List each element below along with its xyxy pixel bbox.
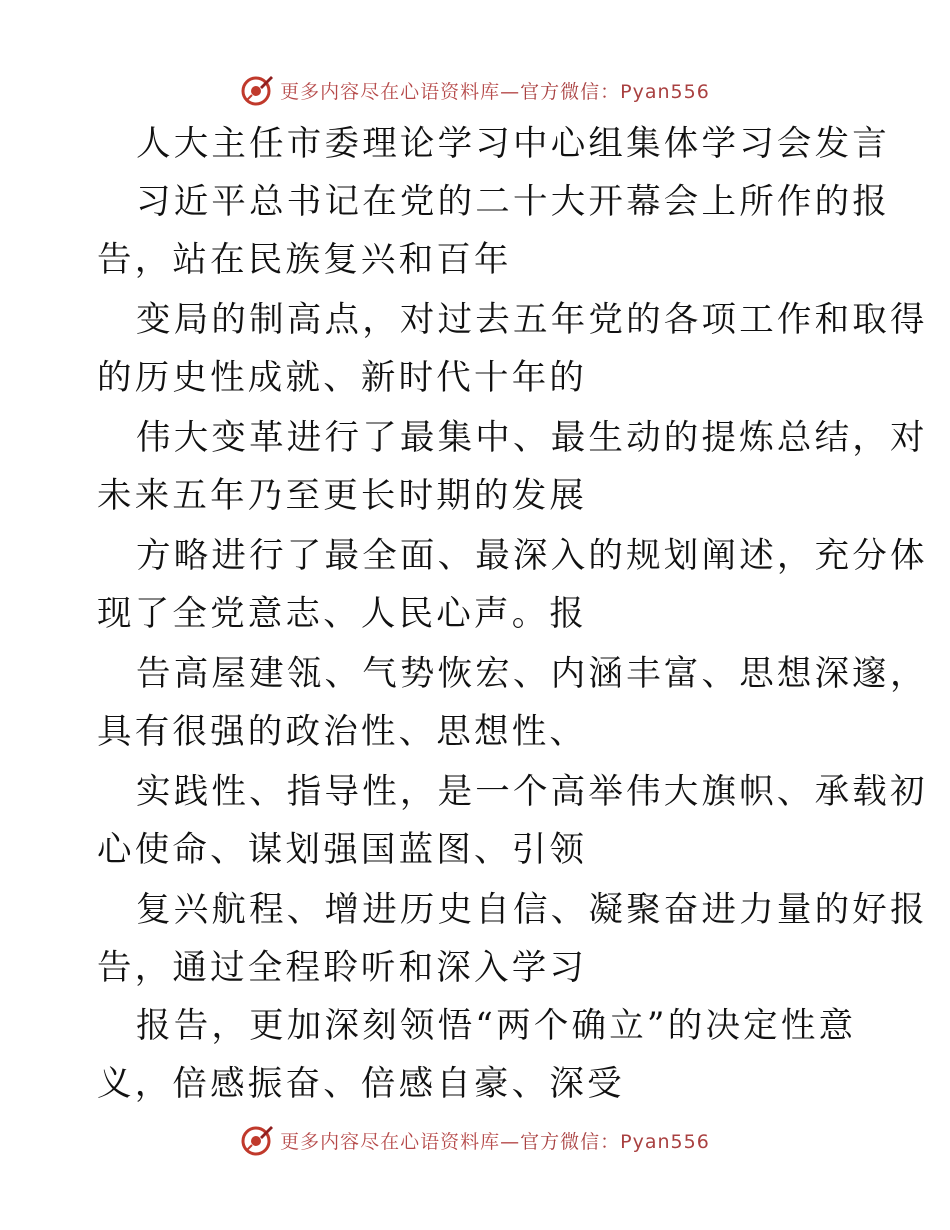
paragraph-line: 义，倍感振奋、倍感自豪、深受	[97, 1064, 625, 1104]
header-banner	[0, 68, 950, 112]
header-contact-text: 官方微信：Pyan556	[520, 80, 710, 103]
paragraph-line: 方略进行了最全面、最深入的规划阐述，充分体	[136, 536, 928, 576]
paragraph-line: 变局的制高点，对过去五年党的各项工作和取得	[136, 300, 928, 340]
pen-logo-icon	[240, 1123, 274, 1157]
footer-banner-text	[280, 1127, 710, 1154]
paragraph-line: 的历史性成就、新时代十年的	[97, 358, 588, 398]
header-promo-text: 更多内容尽在心语资料库	[280, 80, 501, 103]
footer-contact-text: 官方微信：Pyan556	[520, 1130, 710, 1153]
footer-promo-text: 更多内容尽在心语资料库	[280, 1130, 501, 1153]
paragraph-line: 现了全党意志、人民心声。报	[97, 594, 588, 634]
footer-banner	[0, 1118, 950, 1162]
header-banner-text	[280, 77, 710, 104]
pen-logo-icon	[240, 73, 274, 107]
paragraph-line: 报告，更加深刻领悟“两个确立”的决定性意	[136, 1006, 857, 1046]
footer-separator: —	[500, 1130, 521, 1153]
paragraph-line: 心使命、谋划强国蓝图、引领	[97, 830, 588, 870]
paragraph-line: 告，站在民族复兴和百年	[97, 240, 512, 280]
paragraph-line: 未来五年乃至更长时期的发展	[97, 476, 588, 516]
header-separator: —	[500, 80, 521, 103]
paragraph-line: 伟大变革进行了最集中、最生动的提炼总结，对	[136, 418, 928, 458]
paragraph-line: 告高屋建瓴、气势恢宏、内涵丰富、思想深邃，	[136, 654, 928, 694]
paragraph-line: 习近平总书记在党的二十大开幕会上所作的报	[136, 182, 890, 222]
document-title: 人大主任市委理论学习中心组集体学习会发言	[136, 124, 890, 164]
paragraph-line: 具有很强的政治性、思想性、	[97, 712, 588, 752]
paragraph-line: 告，通过全程聆听和深入学习	[97, 948, 588, 988]
paragraph-line: 复兴航程、增进历史自信、凝聚奋进力量的好报	[136, 890, 928, 930]
paragraph-line: 实践性、指导性，是一个高举伟大旗帜、承载初	[136, 772, 928, 812]
